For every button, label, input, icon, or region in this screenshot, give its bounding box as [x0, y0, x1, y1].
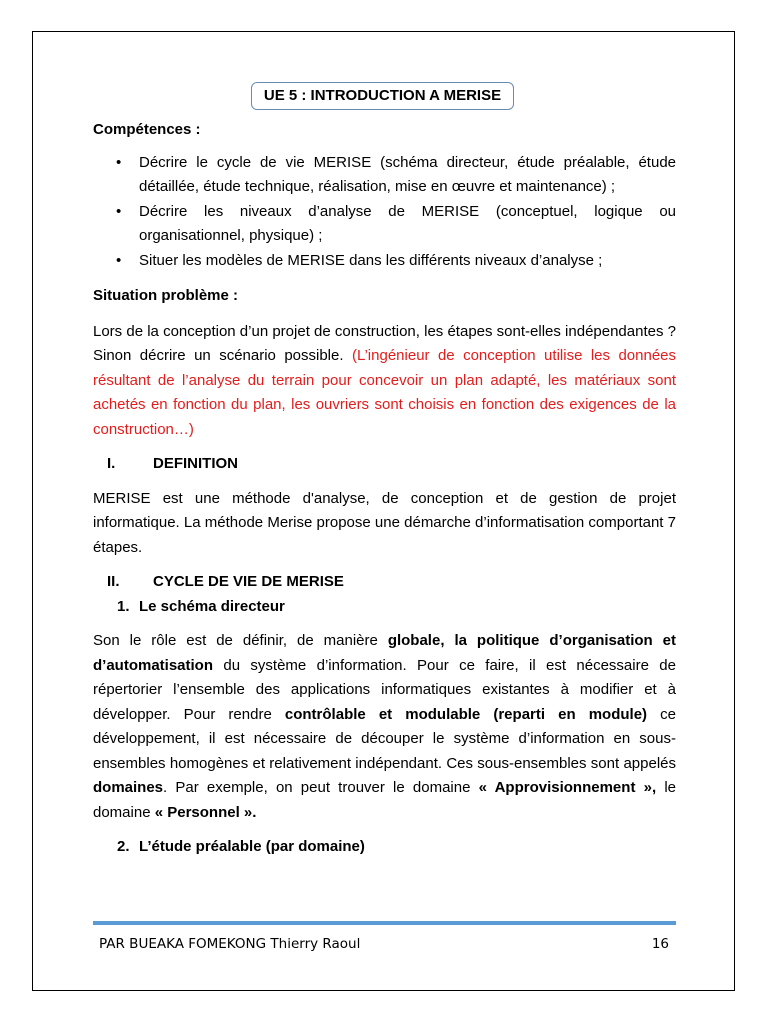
bold-run: globale, la politique d’organisation et d’automatisation	[93, 632, 676, 674]
competences-list	[93, 151, 676, 274]
section-title: CYCLE DE VIE DE MERISE	[153, 573, 344, 590]
page-footer	[99, 936, 669, 952]
footer-author: PAR BUEAKA FOMEKONG Thierry Raoul	[99, 936, 361, 952]
subsection-number: 1.	[117, 597, 130, 615]
footer-divider	[93, 921, 676, 925]
section-definition-heading	[93, 452, 676, 477]
page-title: UE 5 : INTRODUCTION A MERISE	[251, 82, 514, 110]
subsection-title: L’étude préalable (par domaine)	[139, 838, 365, 855]
text-run: ce développement, il est nécessaire de découper le système d’information en sous-ensembles homogènes et relativement indépendant. Ces sous-ensembles sont appelés	[93, 705, 676, 772]
situation-text: Lors de la conception d’un projet de construction, les étapes sont-elles indépendantes ? Sinon décrire un scénario possible.	[93, 322, 676, 364]
section-number: II.	[107, 573, 120, 590]
list-item: • Décrire les niveaux d’analyse de MERISE (conceptuel, logique ou organisationnel, physique) ;	[139, 200, 676, 249]
situation-answer: (L’ingénieur de conception utilise les données résultant de l’analyse du terrain pour concevoir un plan adapté, les matériaux sont achetés en fonction du plan, les ouvriers sont choisis en fonction des exigences de la construction…)	[93, 347, 676, 438]
page-content	[93, 82, 676, 860]
definition-paragraph: MERISE est une méthode d'analyse, de conception et de gestion de projet informatique. La méthode Merise propose une démarche d’informatisation comportant 7 étapes.	[93, 489, 676, 556]
situation-paragraph	[93, 320, 676, 443]
text-run: Son le rôle est de définir, de manière	[93, 632, 388, 649]
situation-heading: Situation problème :	[93, 287, 239, 304]
subsection-title: Le schéma directeur	[139, 597, 285, 615]
text-run: du système d’information. Pour ce faire, il est nécessaire de répertorier l’ensemble des applications informatiques existantes à modifier et à développer. Pour rendre	[93, 656, 676, 723]
bold-run: domaines	[93, 779, 164, 796]
bold-run: « Personnel ».	[154, 803, 257, 821]
subsection-etude-prealable	[93, 835, 676, 860]
competences-heading: Compétences :	[93, 121, 201, 138]
title-wrapper	[93, 82, 676, 110]
schema-directeur-paragraph	[93, 629, 676, 825]
section-title: DEFINITION	[153, 455, 238, 472]
list-item: • Situer les modèles de MERISE dans les différents niveaux d’analyse ;	[139, 249, 676, 274]
section-number: I.	[107, 455, 116, 472]
section-cycle-heading	[93, 570, 676, 595]
page-number: 16	[651, 936, 669, 952]
subsection-number: 2.	[117, 838, 130, 855]
text-run: le domaine	[93, 779, 676, 821]
subsection-schema-directeur	[93, 595, 676, 620]
bold-run: contrôlable et modulable (reparti en module)	[284, 705, 648, 723]
list-item: • Décrire le cycle de vie MERISE (schéma directeur, étude préalable, étude détaillée, étude technique, réalisation, mise en œuvre et maintenance) ;	[139, 151, 676, 200]
bold-run: « Approvisionnement »,	[478, 779, 657, 796]
document-page	[32, 31, 735, 991]
text-run: . Par exemple, on peut trouver le domaine	[163, 779, 479, 796]
